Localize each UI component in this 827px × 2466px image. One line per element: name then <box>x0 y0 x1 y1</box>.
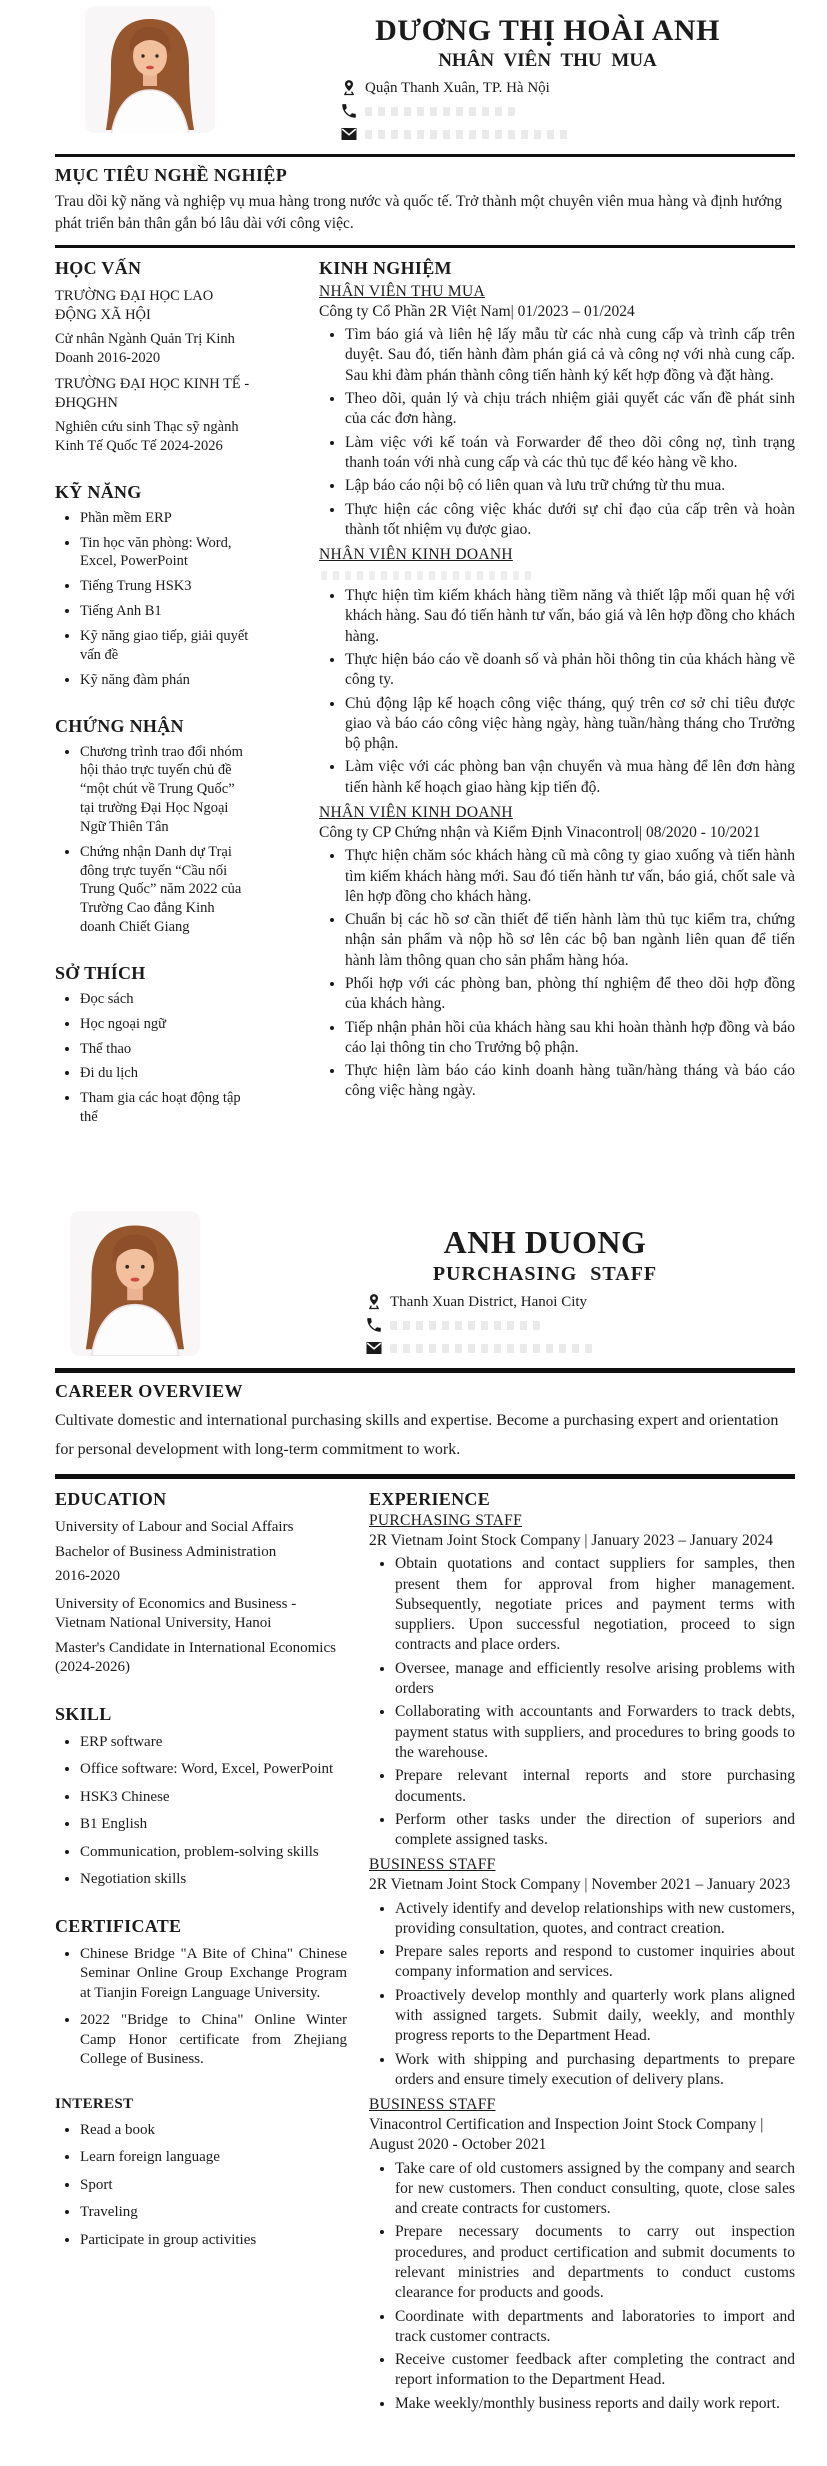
education-school: University of Labour and Social Affairs <box>55 1519 294 1536</box>
list-item: • Thực hiện làm báo cáo kinh doanh hàng tuần/hàng tháng và báo cáo công việc hàng ngày. <box>345 1061 795 1102</box>
contact-email <box>365 1338 725 1358</box>
list-item: • Communication, problem-solving skills <box>80 1843 347 1863</box>
cv-en-header-text <box>365 1211 725 1358</box>
list-item: • Traveling <box>80 2203 347 2223</box>
profile-photo <box>70 1211 200 1356</box>
interests-heading: INTEREST <box>55 2095 134 2112</box>
contact-location <box>340 78 755 98</box>
job-entry <box>369 1512 795 1850</box>
certificates-list <box>55 1945 347 2070</box>
cv-en-left-column <box>55 1487 347 2258</box>
skills-list <box>55 509 251 690</box>
overview-text: Cultivate domestic and international purchasing skills and expertise. Become a purchasing expert and orientation for personal development with long-term commitment to work. <box>55 1412 779 1458</box>
cv-vi-header <box>55 6 795 144</box>
list-item: • B1 English <box>80 1815 347 1835</box>
education-school: TRƯỜNG ĐẠI HỌC KINH TẾ - ĐHQGHN <box>55 376 250 412</box>
list-item: • Tin học văn phòng: Word, Excel, PowerPoint <box>80 534 251 572</box>
phone-icon <box>340 102 358 120</box>
education-degree: Bachelor of Business Administration <box>55 1543 277 1560</box>
job-title-heading: PURCHASING STAFF <box>432 1263 658 1286</box>
certificates-list <box>55 743 251 937</box>
list-item: • Kỹ năng giao tiếp, giải quyết vấn đề <box>80 627 251 665</box>
list-item: • Thể thao <box>80 1040 251 1059</box>
list-item: • Prepare sales reports and respond to customer inquiries about company information and services. <box>395 1942 795 1983</box>
list-item: • Chương trình trao đổi nhóm hội thảo trực tuyến chủ đề “một chút về Trung Quốc” tại trường Đại Học Ngoại Ngữ Thiên Tân <box>80 743 251 837</box>
list-item: • Receive customer feedback after completing the contract and report information to the Department Head. <box>395 2350 795 2391</box>
portrait-illustration <box>85 6 215 133</box>
list-item: • Đọc sách <box>80 990 251 1009</box>
list-item: • Lập báo cáo nội bộ có liên quan và lưu trữ chứng từ thu mua. <box>345 476 795 496</box>
skills-heading: SKILL <box>55 1703 112 1724</box>
list-item: • ERP software <box>80 1733 347 1753</box>
cv-english <box>55 1211 795 2420</box>
list-item: • Thực hiện tìm kiếm khách hàng tiềm năng và thiết lập mối quan hệ với khách hàng. Sau đó tiến hành tư vấn, báo giá và lên hợp đồng cho khách hàng. <box>345 586 795 647</box>
list-item: • Actively identify and develop relationships with new customers, providing consultation, quotes, and contract creation. <box>395 1899 795 1940</box>
skills-list <box>55 1733 347 1890</box>
redacted-company <box>321 571 531 580</box>
list-item: • Tìm báo giá và liên hệ lấy mẫu từ các nhà cung cấp và trình cấp trên duyệt. Sau đó, tiến hành đàm phán giá cả và công nợ với nhà cung cấp. Sau khi đàm phán thành công tiến hành ký kết hợp đồng và đặt hàng. <box>345 325 795 386</box>
cv-en-right-column <box>369 1487 795 2420</box>
cv-en-columns <box>55 1487 795 2420</box>
redacted-email-address <box>365 130 570 139</box>
education-school: TRƯỜNG ĐẠI HỌC LAO ĐỘNG XÃ HỘI <box>55 288 214 323</box>
overview-heading: CAREER OVERVIEW <box>55 1381 243 1402</box>
list-item: • Tiếp nhận phản hồi của khách hàng sau khi hoàn thành hợp đồng và báo cáo lại thông tin cho Trưởng bộ phận. <box>345 1018 795 1059</box>
list-item: • Learn foreign language <box>80 2148 347 2168</box>
list-item: • Coordinate with departments and laboratories to import and track customer contracts. <box>395 2307 795 2348</box>
portrait-illustration <box>70 1211 200 1356</box>
skills-heading: KỸ NĂNG <box>55 481 142 502</box>
education-school: University of Economics and Business - Vietnam National University, Hanoi <box>55 1595 297 1632</box>
list-item: • Take care of old customers assigned by the company and search for new customers. Then conduct consulting, quote, close sales and create contracts for customers. <box>395 2159 795 2220</box>
job-entry <box>319 546 795 798</box>
cv-vi-left-column <box>55 256 251 1133</box>
list-item: • Học ngoại ngữ <box>80 1015 251 1034</box>
envelope-icon <box>340 125 358 143</box>
contact-location <box>365 1292 725 1312</box>
divider <box>55 1368 795 1373</box>
cv-vi-columns <box>55 256 795 1133</box>
list-item: • Perform other tasks under the direction of superiors and complete assigned tasks. <box>395 1810 795 1851</box>
list-item: • Negotiation skills <box>80 1870 347 1890</box>
interests-list <box>55 2121 347 2251</box>
profile-photo <box>85 6 215 133</box>
list-item: • Proactively develop monthly and quarterly work plans aligned with assigned targets. Submit daily, weekly, and monthly progress reports to the Department Head. <box>395 1986 795 2047</box>
list-item: • Thực hiện báo cáo về doanh số và phản hồi thông tin của khách hàng về công ty. <box>345 650 795 691</box>
list-item: • Chủ động lập kế hoạch công việc tháng, quý trên cơ sở chỉ tiêu được giao và báo cáo công việc hàng ngày, hàng tuần/hàng tháng cho Trưởng bộ phận. <box>345 694 795 755</box>
divider <box>55 245 795 248</box>
list-item: • Làm việc với kế toán và Forwarder để theo dõi công nợ, tình trạng thanh toán với nhà cung cấp và các thủ tục để kéo hàng về kho. <box>345 433 795 474</box>
education-degree: Cử nhân Ngành Quản Trị Kinh Doanh 2016-2020 <box>55 330 235 366</box>
certificates-heading: CERTIFICATE <box>55 1915 182 1936</box>
list-item: • Chuẩn bị các hồ sơ cần thiết để tiến hành làm thủ tục kiểm tra, chứng nhận sản phẩm và nộp hồ sơ lên các bộ ban ngành liên quan để tiến hành làm thông quan cho sản phẩm hàng hóa. <box>345 910 795 971</box>
job-title-heading: NHÂN VIÊN THU MUA <box>438 50 657 71</box>
job-company: Vinacontrol Certification and Inspection Joint Stock Company | August 2020 - October 2021 <box>369 2116 764 2154</box>
list-item: • Participate in group activities <box>80 2231 347 2251</box>
job-entry <box>319 804 795 1102</box>
location-pin-icon <box>340 79 358 97</box>
list-item: • Prepare relevant internal reports and store purchasing documents. <box>395 1766 795 1807</box>
list-item: • Theo dõi, quản lý và chịu trách nhiệm giải quyết các vấn đề phát sinh của các đơn hàng. <box>345 389 795 430</box>
job-bullets <box>369 1899 795 2091</box>
education-heading: HỌC VẤN <box>55 258 142 278</box>
education-degree: Master's Candidate in International Economics (2024-2026) <box>55 1639 336 1676</box>
list-item: • Đi du lịch <box>80 1064 251 1083</box>
job-entry <box>369 1856 795 2090</box>
list-item: • Office software: Word, Excel, PowerPoint <box>80 1760 347 1780</box>
list-item: • HSK3 Chinese <box>80 1788 347 1808</box>
cv-vi-right-column <box>319 256 795 1108</box>
objective-heading: MỤC TIÊU NGHỀ NGHIỆP <box>55 165 288 185</box>
job-title: NHÂN VIÊN KINH DOANH <box>319 804 513 822</box>
job-bullets <box>319 846 795 1102</box>
location-pin-icon <box>365 1293 383 1311</box>
list-item: • Make weekly/monthly business reports and daily work report. <box>395 2394 795 2414</box>
list-item: • Thực hiện các công việc khác dưới sự chỉ đạo của cấp trên và hoàn thành tốt nhiệm vụ được giao. <box>345 500 795 541</box>
job-bullets <box>369 1554 795 1850</box>
divider <box>55 1474 795 1479</box>
redacted-phone-number <box>390 1321 540 1330</box>
contact-phone <box>365 1315 725 1335</box>
job-title: NHÂN VIÊN THU MUA <box>319 283 485 300</box>
list-item: • Collaborating with accountants and Forwarders to track debts, payment status with suppliers, and procedures to bring goods to the warehouse. <box>395 1702 795 1763</box>
job-title: NHÂN VIÊN KINH DOANH <box>319 546 513 564</box>
experience-heading: EXPERIENCE <box>369 1489 491 1510</box>
envelope-icon <box>365 1339 383 1357</box>
cv-en-header <box>55 1211 795 1358</box>
list-item: • 2022 "Bridge to China" Online Winter Camp Honor certificate from Zhejiang College of Business. <box>80 2011 347 2070</box>
redacted-email-address <box>390 1344 595 1353</box>
candidate-name: ANH DUONG <box>443 1224 647 1260</box>
job-company: Công ty Cổ Phần 2R Việt Nam| 01/2023 – 01/2024 <box>319 303 635 320</box>
job-company: 2R Vietnam Joint Stock Company | January 2023 – January 2024 <box>369 1532 773 1550</box>
education-years: 2016-2020 <box>55 1568 120 1585</box>
job-title: BUSINESS STAFF <box>369 2096 496 2114</box>
list-item: • Làm việc với các phòng ban vận chuyển và mua hàng để lên đơn hàng tiến hành kế hoạch giao hàng kịp tiến độ. <box>345 757 795 798</box>
objective-text: Trau dồi kỹ năng và nghiệp vụ mua hàng trong nước và quốc tế. Trở thành một chuyên viên mua hàng và định hướng phát triển bản thân gắn bó lâu dài với công việc. <box>55 193 783 232</box>
candidate-name: DƯƠNG THỊ HOÀI ANH <box>375 14 720 47</box>
job-title: BUSINESS STAFF <box>369 1856 496 1874</box>
contact-block <box>365 1292 725 1358</box>
list-item: • Oversee, manage and efficiently resolve arising problems with orders <box>395 1659 795 1700</box>
interests-list <box>55 990 251 1127</box>
education-heading: EDUCATION <box>55 1489 167 1510</box>
education-degree: Nghiên cứu sinh Thạc sỹ ngành Kinh Tế Quốc Tế 2024-2026 <box>55 419 239 454</box>
job-title: PURCHASING STAFF <box>369 1512 523 1530</box>
list-item: • Thực hiện chăm sóc khách hàng cũ mà công ty giao xuống và tiến hành tìm kiếm khách hàng mới. Sau đó tiến hành tư vấn, báo giá, chốt sale và lên hợp đồng cho khách hàng. <box>345 846 795 907</box>
list-item: • Phần mềm ERP <box>80 509 251 528</box>
location-text: Thanh Xuan District, Hanoi City <box>390 1293 588 1310</box>
contact-block <box>340 78 755 144</box>
job-bullets <box>369 2159 795 2415</box>
job-entry <box>319 283 795 540</box>
list-item: • Tham gia các hoạt động tập thể <box>80 1089 251 1127</box>
list-item: • Chứng nhận Danh dự Trại đông trực tuyến “Cầu nối Trung Quốc” năm 2022 của Trường Cao đẳng Kinh doanh Chiết Giang <box>80 843 251 937</box>
job-entry <box>369 2096 795 2414</box>
job-company: 2R Vietnam Joint Stock Company | November 2021 – January 2023 <box>369 1876 791 1894</box>
list-item: • Tiếng Trung HSK3 <box>80 577 251 596</box>
contact-email <box>340 124 755 144</box>
list-item: • Tiếng Anh B1 <box>80 602 251 621</box>
list-item: • Sport <box>80 2176 347 2196</box>
job-bullets <box>319 325 795 540</box>
contact-phone <box>340 101 755 121</box>
list-item: • Phối hợp với các phòng ban, phòng thí nghiệm để theo dõi hợp đồng của khách hàng. <box>345 974 795 1015</box>
list-item: • Chinese Bridge "A Bite of China" Chinese Seminar Online Group Exchange Program at Tianjin Foreign Language University. <box>80 1945 347 2004</box>
list-item: • Work with shipping and purchasing departments to prepare orders and ensure timely execution of delivery plans. <box>395 2050 795 2091</box>
job-company: Công ty CP Chứng nhận và Kiểm Định Vinacontrol| 08/2020 - 10/2021 <box>319 824 761 842</box>
phone-icon <box>365 1316 383 1334</box>
interests-heading: SỞ THÍCH <box>55 962 146 983</box>
redacted-phone-number <box>365 107 515 116</box>
list-item: • Prepare necessary documents to carry out inspection procedures, and product certification and submit documents to relevant ministries and departments to conduct customs clearance for products and goods. <box>395 2222 795 2303</box>
certificates-heading: CHỨNG NHẬN <box>55 715 184 736</box>
divider <box>55 154 795 157</box>
cv-vi-header-text <box>340 6 755 144</box>
list-item: • Kỹ năng đàm phán <box>80 671 251 690</box>
location-text: Quận Thanh Xuân, TP. Hà Nội <box>365 79 550 96</box>
list-item: • Obtain quotations and contact suppliers for samples, then present them for approval from higher management. Subsequently, negotiate prices and payment terms with suppliers. Upon successful negotiation, proceed to sign contracts and place orders. <box>395 1554 795 1655</box>
list-item: • Read a book <box>80 2121 347 2141</box>
experience-heading: KINH NGHIỆM <box>319 258 452 278</box>
cv-vietnamese <box>55 6 795 1133</box>
job-bullets <box>319 586 795 798</box>
